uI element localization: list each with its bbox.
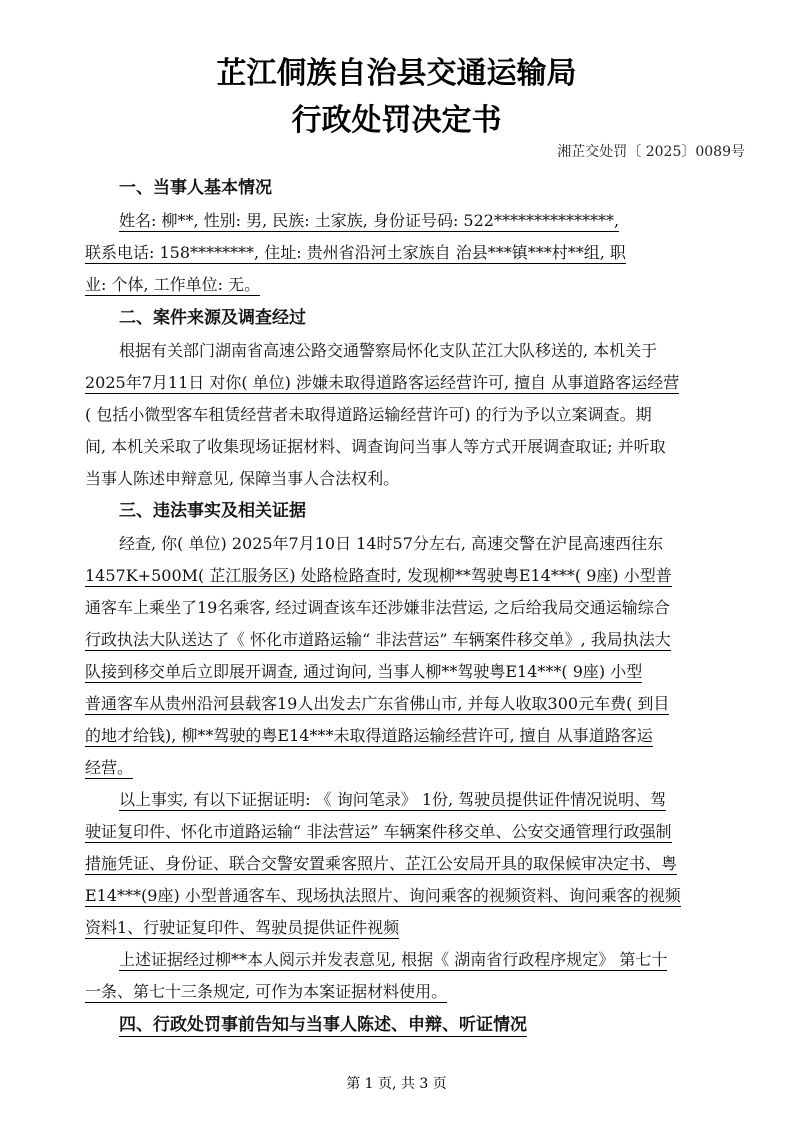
s3-line-2: 1457K+500M( 芷江服务区) 处路检路查时, 发现柳**驾驶粤E14***( 9座) 小型普 <box>85 566 672 585</box>
s1-line-3: 业: 个体, 工作单位: 无。 <box>85 275 261 294</box>
s3-line-6: 普通客车从贵州沿河县载客19人出发去广东省佛山市, 并每人收取300元车费( 到目 <box>85 694 670 713</box>
s2-line-4: 间, 本机关采取了收集现场证据材料、调查询问当事人等方式开展调查取证; 并听取 <box>85 437 666 456</box>
s1-line-2: 联系电话: 158********, 住址: 贵州省沿河土家族自 治县***镇***村**组, 职 <box>85 243 626 262</box>
s2-line-1: 根据有关部门湖南省高速公路交通警察局怀化支队芷江大队移送的, 本机关于 <box>119 341 658 360</box>
s3-review-line-2: 一条、第七十三条规定, 可作为本案证据材料使用。 <box>85 982 448 1001</box>
s2-line-5: 当事人陈述申辩意见, 保障当事人合法权利。 <box>85 469 400 488</box>
s3-line-4: 行政执法大队送达了《 怀化市道路运输“ 非法营运” 车辆案件移交单》, 我局执法大 <box>85 630 671 649</box>
document-title-type: 行政处罚决定书 <box>291 103 502 138</box>
s2-line-2: 2025年7月11日 对你( 单位) 涉嫌未取得道路客运经营许可, 擅自 从事道路客运经营 <box>85 373 680 392</box>
page-footer: 第 1 页, 共 3 页 <box>346 1076 447 1092</box>
s3-line-5: 队接到移交单后立即展开调查, 通过询问, 当事人柳**驾驶粤E14***( 9座) 小型 <box>85 662 643 681</box>
s3-evidence-line-5: 资料1、行驶证复印件、驾驶员提供证件视频 <box>85 918 400 937</box>
s3-evidence-line-3: 措施凭证、身份证、联合交警安置乘客照片、芷江公安局开具的取保候审决定书、粤 <box>85 854 678 873</box>
section-2-heading: 二、案件来源及调查经过 <box>119 308 306 328</box>
s3-evidence-line-4: E14***(9座) 小型普通客车、现场执法照片、询问乘客的视频资料、询问乘客的视频 <box>85 886 681 905</box>
s3-line-3: 通客车上乘坐了19名乘客, 经过调查该车还涉嫌非法营运, 之后给我局交通运输综合 <box>85 598 670 617</box>
section-4-heading: 四、行政处罚事前告知与当事人陈述、申辩、听证情况 <box>119 1015 527 1035</box>
document-title-agency: 芷江侗族自治县交通运输局 <box>216 56 577 91</box>
s3-line-7: 的地才给钱), 柳**驾驶的粤E14***未取得道路运输经营许可, 擅自 从事道路客运 <box>85 726 653 745</box>
section-1-heading: 一、当事人基本情况 <box>119 178 272 198</box>
s3-line-8: 经营。 <box>85 758 134 777</box>
document-number: 湘芷交处罚〔 2025〕0089号 <box>557 144 745 160</box>
s1-line-1: 姓名: 柳**, 性别: 男, 民族: 土家族, 身份证号码: 522***************, <box>119 211 620 230</box>
s3-review-line-1: 上述证据经过柳**本人阅示并发表意见, 根据《 湖南省行政程序规定》 第七十 <box>119 950 668 969</box>
s3-evidence-line-1: 以上事实, 有以下证据证明: 《 询问笔录》 1份, 驾驶员提供证件情况说明、驾 <box>119 790 667 809</box>
s3-line-1: 经查, 你( 单位) 2025年7月10日 14时57分左右, 高速交警在沪昆高速西往东 <box>119 534 664 553</box>
section-3-heading: 三、违法事实及相关证据 <box>119 501 306 521</box>
s2-line-3: ( 包括小微型客车租赁经营者未取得道路运输经营许可) 的行为予以立案调查。期 <box>85 405 652 424</box>
s3-evidence-line-2: 驶证复印件、怀化市道路运输“ 非法营运” 车辆案件移交单、公安交通管理行政强制 <box>85 822 672 841</box>
